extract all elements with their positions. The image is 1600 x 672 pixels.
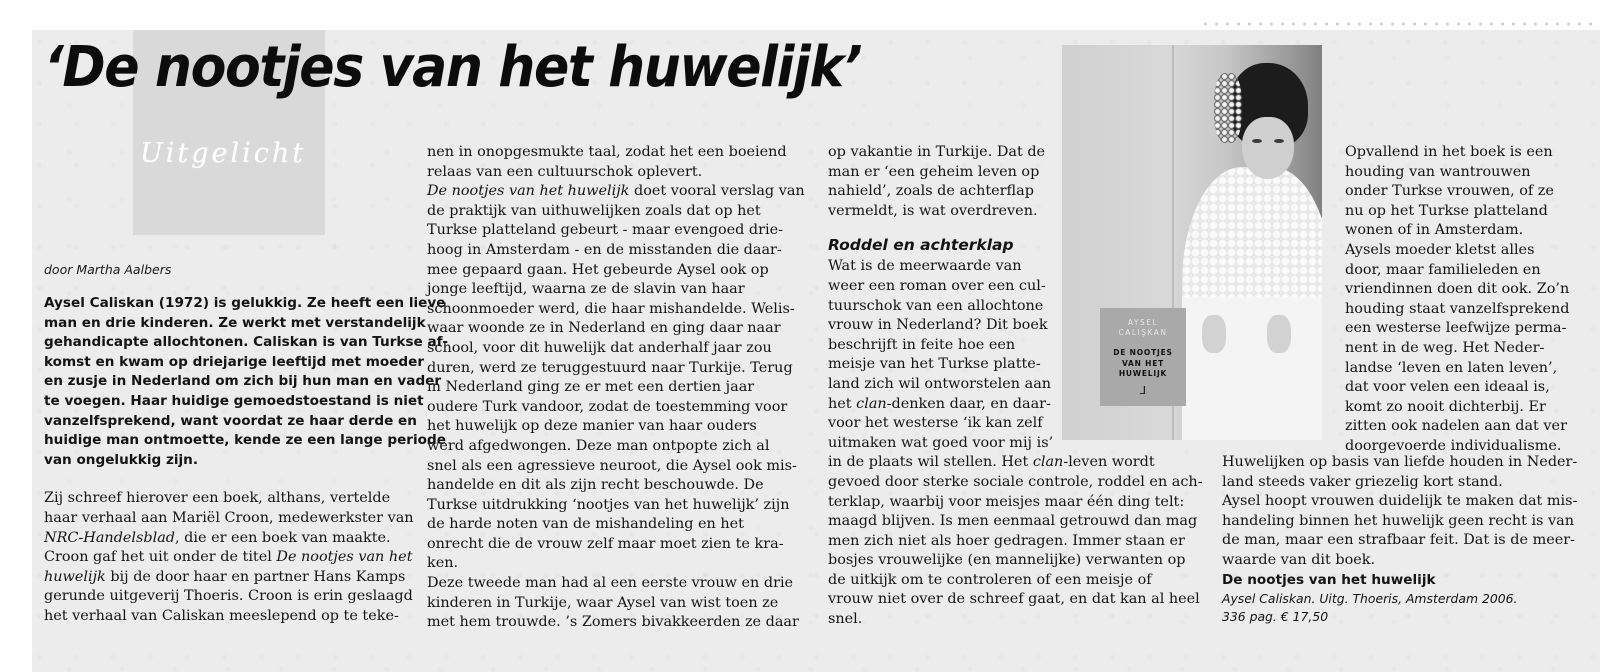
text-line: nen in onopgesmukte taal, zodat het een boeiend: [427, 144, 787, 160]
text-line: schoonmoeder werd, die haar mishandelde. Welis-: [427, 300, 795, 317]
body-paragraph: [1345, 143, 1595, 457]
book-credit-price: 336 pag. € 17,50: [1222, 608, 1329, 624]
text-line: onder Turkse vrouwen, of ze: [1345, 183, 1554, 200]
text-line: zitten ook nadelen aan dat ver: [1345, 418, 1567, 435]
face-shape: [1242, 117, 1294, 179]
text-line: met hem trouwde. ’s Zomers bivakkeerden ze daar: [427, 614, 799, 631]
text-line: men zich niet als hoer gedragen. Immer staan er: [828, 532, 1185, 549]
column-5: [1222, 453, 1597, 626]
text-line: gerunde uitgeverij Thoeris. Croon is erin geslaagd: [44, 588, 413, 605]
cover-title: DE NOOTJES VAN HET HUWELIJK: [1113, 348, 1173, 378]
text-line: vriendinnen doen dit ook. Zo’n: [1345, 281, 1570, 298]
text-line: komt zo nooit dichterbij. Er: [1345, 398, 1546, 415]
text-line: handeling binnen het huwelijk geen recht is van: [1222, 512, 1574, 529]
text-line: hoog in Amsterdam - en de misstanden die daar-: [427, 241, 782, 258]
text-line: de harde noten van de mishandeling en het: [427, 516, 744, 533]
text-line: kinderen in Turkije, waar Aysel van wist toen ze: [427, 594, 779, 611]
text-line: gehandicapte allochtonen. Caliskan is van Turkse af-: [44, 334, 449, 351]
text-line: huwelijk bij de door haar en partner Hans Kamps: [44, 568, 406, 585]
text-line: waarde van dit boek.: [1222, 551, 1376, 568]
body-paragraph: [427, 143, 807, 633]
text-line: Opvallend in het boek is een: [1345, 144, 1553, 160]
book-credit-info: Aysel Caliskan. Uitg. Thoeris, Amsterdam 2006.: [1222, 590, 1518, 606]
text-line: Aysels moeder kletst alles: [1345, 241, 1535, 258]
text-line: de uitkijk om te controleren of een meisje of: [828, 571, 1152, 588]
text-line: en zusje in Nederland om zich bij hun man en vader: [44, 373, 442, 390]
text-line: NRC-Handelsblad, die er een boek van maakte.: [44, 529, 391, 546]
text-line: huidige man ontmoette, kende ze een lange periode: [44, 432, 446, 449]
lead-paragraph: [44, 294, 449, 470]
text-line: ken.: [427, 555, 459, 572]
text-line: Turkse platteland gebeurt - maar evengoed drie-: [427, 222, 783, 239]
column-2: [427, 143, 807, 633]
text-line: nu op het Turkse platteland: [1345, 202, 1548, 219]
text-line: snel als een agressieve neuroot, die Aysel ook mis-: [427, 457, 797, 474]
text-line: door, maar familieleden en: [1345, 261, 1541, 278]
text-line: doorgevoerde individualisme.: [1345, 437, 1562, 454]
text-line: het clan-denken daar, en daar-: [828, 395, 1051, 412]
headline: ‘De nootjes van het huwelijk’: [44, 35, 862, 100]
text-line: duren, werd ze teruggestuurd naar Turkije. Terug: [427, 359, 793, 376]
text-line: Aysel Caliskan (1972) is gelukkig. Ze heeft een lieve: [44, 295, 446, 311]
subheading: Roddel en achterklap: [828, 236, 1014, 255]
section-label: Uitgelicht: [140, 138, 307, 169]
text-line: Huwelijken op basis van liefde houden in Neder-: [1222, 454, 1578, 470]
text-line: wonen of in Amsterdam.: [1345, 222, 1524, 239]
text-line: oudere Turk vandoor, zodat de toestemming voor: [427, 398, 788, 415]
text-line: waar woonde ze in Nederland en ging daar naar: [427, 320, 781, 337]
text-line: haar verhaal aan Mariël Croon, medewerkster van: [44, 509, 414, 526]
text-line: nahield’, zoals de achterflap: [828, 183, 1034, 200]
text-line: houding staat vanzelfsprekend: [1345, 300, 1570, 317]
text-line: gevoed door sterke sociale controle, roddel en ach-: [828, 473, 1203, 490]
text-line: houding van wantrouwen: [1345, 163, 1531, 180]
dotted-divider: [1200, 22, 1600, 26]
text-line: nent in de weg. Het Neder-: [1345, 339, 1545, 356]
body-paragraph: [1222, 453, 1597, 571]
text-line: Croon gaf het uit onder de titel De nootjes van het: [44, 549, 413, 566]
text-line: relaas van een cultuurschok oplevert.: [427, 163, 703, 180]
text-line: jonge leeftijd, waarna ze de slavin van haar: [427, 281, 745, 298]
text-line: De nootjes van het huwelijk doet vooral verslag van: [427, 183, 805, 200]
text-line: de praktijk van uithuwelijken zoals dat op het: [427, 202, 761, 219]
text-line: snel.: [828, 611, 863, 628]
text-line: tuurschok van een allochtone: [828, 297, 1044, 314]
cover-author: AYSEL CALIŞKAN: [1118, 318, 1168, 337]
text-line: het huwelijk op deze manier van haar ouders: [427, 418, 757, 435]
text-line: vrouw niet over de schreef gaat, en dat kan al heel: [828, 591, 1200, 608]
hair-flowers: [1214, 73, 1242, 143]
text-line: vrouw in Nederland? Dit boek: [828, 317, 1048, 334]
text-line: beschrijft in feite hoe een: [828, 336, 1016, 353]
text-line: Zij schreef hierover een boek, althans, vertelde: [44, 490, 391, 507]
text-line: Aysel hoopt vrouwen duidelijk te maken dat mis-: [1222, 493, 1578, 510]
text-line: een westerse leefwijze perma-: [1345, 320, 1567, 337]
text-line: onrecht die de vrouw zelf maar moet zien te kra-: [427, 535, 784, 552]
byline: door Martha Aalbers: [44, 262, 172, 277]
text-line: op vakantie in Turkije. Dat de: [828, 144, 1046, 160]
text-line: werd afgedwongen. Deze man ontpopte zich al: [427, 437, 770, 454]
text-line: dat voor velen een ideaal is,: [1345, 379, 1550, 396]
book-credit: [1222, 571, 1597, 626]
publisher-logo-icon: ⅃: [1139, 383, 1147, 397]
text-line: komst en kwam op driejarige leeftijd met moeder: [44, 353, 425, 370]
text-line: land steeds vaker griezelig kort stand.: [1222, 473, 1503, 490]
text-line: weer een roman over een cul-: [828, 277, 1046, 294]
text-line: mee gepaard gaan. Het gebeurde Aysel ook op: [427, 261, 769, 278]
column-1: [44, 294, 449, 627]
text-line: vermeldt, is wat overdreven.: [828, 202, 1038, 219]
body-paragraph: [44, 489, 412, 626]
text-line: landse ‘leven en laten leven’,: [1345, 359, 1558, 376]
text-line: meisje van het Turkse platte-: [828, 356, 1041, 373]
book-cover: [1100, 308, 1186, 406]
text-line: Deze tweede man had al een eerste vrouw en drie: [427, 575, 794, 592]
text-line: maagd blijven. Is men eenmaal getrouwd dan mag: [828, 513, 1198, 530]
text-line: het verhaal van Caliskan meeslepend op te teke-: [44, 607, 399, 624]
text-line: in de plaats wil stellen. Het clan-leven wordt: [828, 454, 1155, 471]
text-line: Turkse uitdrukking ‘nootjes van het huwelijk’ zijn: [427, 496, 790, 513]
text-line: van ongelukkig zijn.: [44, 451, 199, 468]
text-line: land zich wil ontworstelen aan: [828, 375, 1052, 392]
text-line: uitmaken wat goed voor mij is’: [828, 434, 1054, 451]
column-4: [1345, 143, 1595, 457]
book-credit-title: De nootjes van het huwelijk: [1222, 571, 1436, 588]
text-line: in Nederland ging ze er met een dertien jaar: [427, 379, 755, 396]
text-line: voor het westerse ‘ik kan zelf: [828, 415, 1043, 432]
text-line: man er ‘een geheim leven op: [828, 163, 1040, 180]
text-line: terklap, waarbij voor meisjes maar één ding telt:: [828, 493, 1185, 510]
text-line: de man, maar een strafbaar feit. Dat is de meer-: [1222, 532, 1575, 549]
text-line: school, voor dit huwelijk dat anderhalf jaar zou: [427, 339, 772, 356]
text-line: man en drie kinderen. Ze werkt met verstandelijk: [44, 314, 426, 331]
text-line: te voegen. Haar huidige gemoedstoestand is niet: [44, 392, 424, 409]
text-line: bosjes vrouwelijke (en mannelijke) verwanten op: [828, 552, 1186, 569]
text-line: Wat is de meerwaarde van: [828, 258, 1022, 275]
text-line: handelde en dit als zijn recht beschouwde. De: [427, 477, 764, 494]
text-line: vanzelfsprekend, want voordat ze haar derde en: [44, 412, 417, 429]
